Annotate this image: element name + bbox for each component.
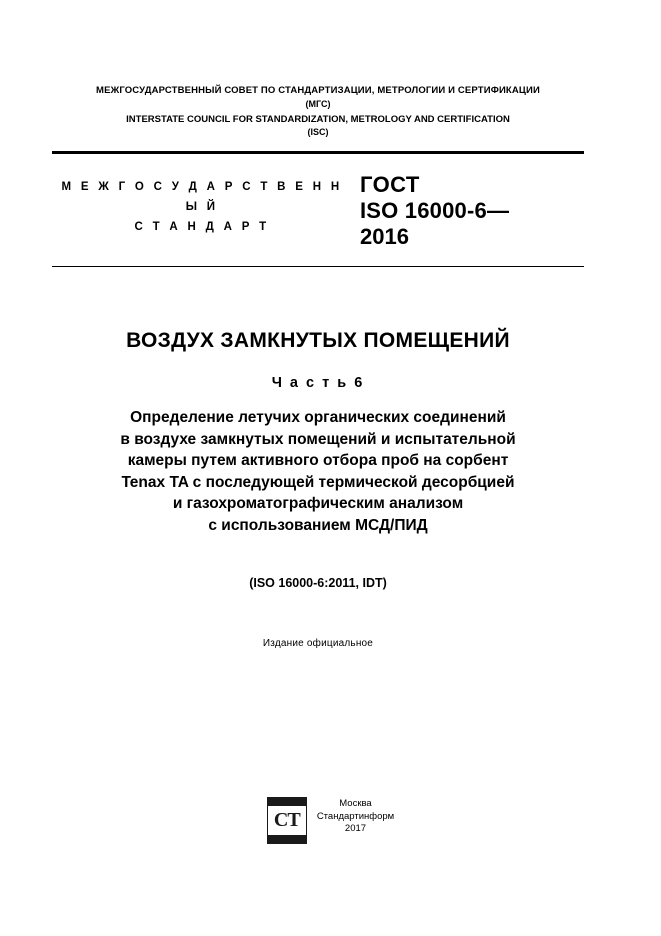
standard-number: ISO 16000-6— xyxy=(360,198,510,223)
subtitle-line: Определение летучих органических соединений xyxy=(130,409,506,426)
logo-monogram: СТ xyxy=(273,809,300,831)
issuing-organization-block xyxy=(52,0,584,139)
publisher-name: Стандартинформ xyxy=(316,810,395,822)
org-abbr-en: (ISC) xyxy=(307,127,329,137)
publisher-block xyxy=(0,795,661,844)
publisher-year: 2017 xyxy=(344,823,367,834)
org-abbr-ru: (МГС) xyxy=(305,98,331,109)
publisher-text xyxy=(317,795,394,836)
standard-designation: ГОСТ xyxy=(360,172,420,197)
page-content xyxy=(52,0,584,649)
subtitle-line: камеры путем активного отбора проб на сорбент xyxy=(127,452,509,469)
divider-thin-bottom xyxy=(52,266,584,267)
standard-year: 2016 xyxy=(360,224,409,249)
publisher-city: Москва xyxy=(339,798,372,809)
subtitle-line: Tenax TA с последующей термической десорбцией xyxy=(121,473,515,491)
document-title: ВОЗДУХ ЗАМКНУТЫХ ПОМЕЩЕНИЙ xyxy=(126,329,510,352)
org-name-ru: МЕЖГОСУДАРСТВЕННЫЙ СОВЕТ ПО СТАНДАРТИЗАЦИИ, МЕТРОЛОГИИ И СЕРТИФИКАЦИИ xyxy=(96,85,540,96)
standard-number-block xyxy=(352,172,584,250)
publisher-inner xyxy=(267,795,394,844)
standartinform-logo-icon xyxy=(267,797,307,844)
org-name-en: INTERSTATE COUNCIL FOR STANDARDIZATION, METROLOGY AND CERTIFICATION xyxy=(126,113,510,125)
subtitle-line: с использованием МСД/ПИД xyxy=(208,516,428,534)
standard-type-label xyxy=(52,172,352,237)
subtitle-line: в воздухе замкнутых помещений и испытательной xyxy=(120,430,516,448)
document-subtitle xyxy=(52,407,584,536)
standard-designation-row xyxy=(52,154,584,266)
logo-bar-top xyxy=(268,798,306,806)
subtitle-line: и газохроматографическим анализом xyxy=(172,495,464,512)
official-edition-note: Издание официальное xyxy=(262,638,374,649)
document-part: Ч а с т ь 6 xyxy=(271,375,365,391)
standard-type-line1: М Е Ж Г О С У Д А Р С Т В Е Н Н Ы Й xyxy=(61,181,343,213)
standard-type-line2: С Т А Н Д А Р Т xyxy=(134,221,270,233)
logo-bar-bottom xyxy=(268,835,306,843)
iso-reference: (ISO 16000-6:2011, IDT) xyxy=(249,576,387,590)
